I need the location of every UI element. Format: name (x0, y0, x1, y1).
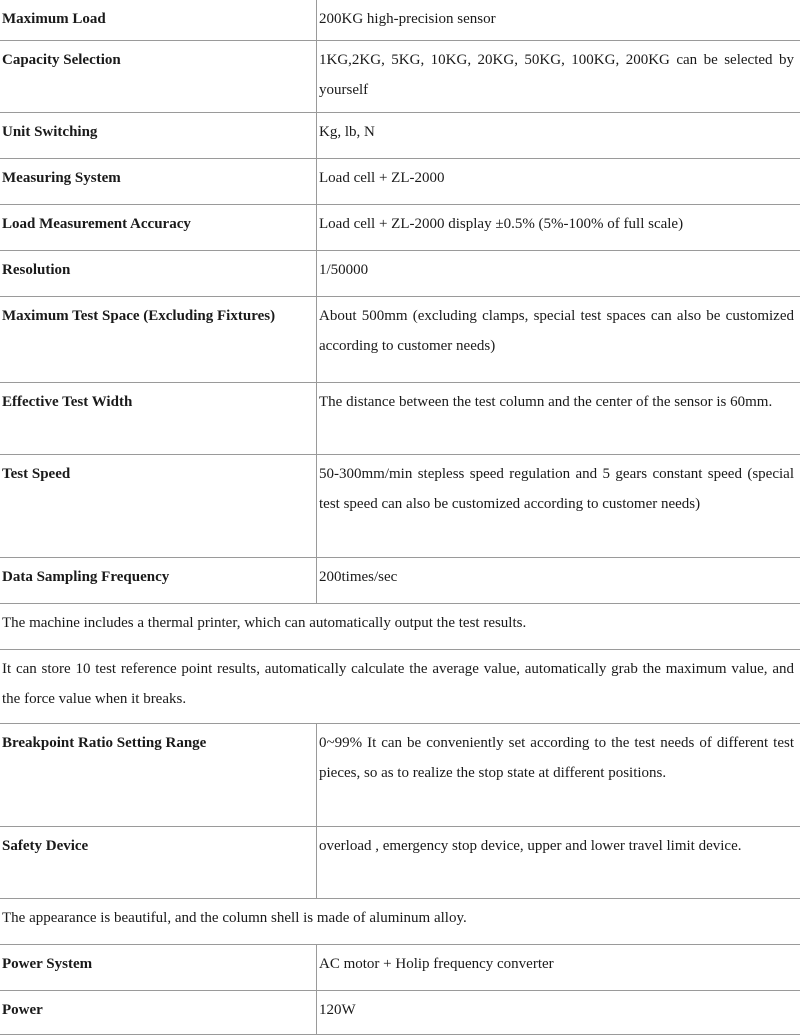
spec-value: 120W (317, 990, 800, 1034)
spec-label: Breakpoint Ratio Setting Range (0, 723, 317, 826)
table-row (0, 454, 800, 557)
note-appearance: The appearance is beautiful, and the column shell is made of aluminum alloy. (0, 898, 800, 944)
note-storage: It can store 10 test reference point results, automatically calculate the average value, automatically grab the maximum value, and the force value when it breaks. (0, 649, 800, 723)
spec-label: Measuring System (0, 158, 317, 204)
spec-label: Effective Test Width (0, 382, 317, 454)
spec-label: Resolution (0, 250, 317, 296)
table-row (0, 250, 800, 296)
spec-value: 1KG,2KG, 5KG, 10KG, 20KG, 50KG, 100KG, 200KG can be selected by yourself (317, 40, 800, 112)
spec-value: 50-300mm/min stepless speed regulation and 5 gears constant speed (special test speed can also be customized according to customer needs) (317, 454, 800, 557)
table-row (0, 158, 800, 204)
spec-label: Safety Device (0, 826, 317, 898)
spec-value: Load cell + ZL-2000 display ±0.5% (5%-100% of full scale) (317, 204, 800, 250)
spec-value: AC motor + Holip frequency converter (317, 944, 800, 990)
spec-label: Power System (0, 944, 317, 990)
spec-label: Maximum Test Space (Excluding Fixtures) (0, 296, 317, 382)
spec-value: About 500mm (excluding clamps, special test spaces can also be customized according to customer needs) (317, 296, 800, 382)
spec-label: Unit Switching (0, 112, 317, 158)
table-row (0, 112, 800, 158)
table-row (0, 723, 800, 826)
spec-label: Power (0, 990, 317, 1034)
note-group-1 (0, 603, 800, 723)
spec-value: 200KG high-precision sensor (317, 0, 800, 40)
spec-value: 0~99% It can be conveniently set according to the test needs of different test pieces, so as to realize the stop state at different positions. (317, 723, 800, 826)
table-row (0, 557, 800, 603)
spec-label: Load Measurement Accuracy (0, 204, 317, 250)
note-row (0, 898, 800, 944)
table-row (0, 826, 800, 898)
spec-label: Capacity Selection (0, 40, 317, 112)
table-row (0, 40, 800, 112)
table-row (0, 382, 800, 454)
table-row (0, 296, 800, 382)
spec-value: overload , emergency stop device, upper and lower travel limit device. (317, 826, 800, 898)
spec-value: 1/50000 (317, 250, 800, 296)
spec-label: Test Speed (0, 454, 317, 557)
spec-value: 200times/sec (317, 557, 800, 603)
table-row (0, 0, 800, 40)
note-printer: The machine includes a thermal printer, which can automatically output the test results. (0, 603, 800, 649)
table-row (0, 204, 800, 250)
spec-value: Load cell + ZL-2000 (317, 158, 800, 204)
table-row (0, 944, 800, 990)
spec-label: Data Sampling Frequency (0, 557, 317, 603)
table-row (0, 990, 800, 1034)
spec-value: The distance between the test column and the center of the sensor is 60mm. (317, 382, 800, 454)
spec-group-c (0, 944, 800, 1034)
note-row (0, 603, 800, 649)
spec-value: Kg, lb, N (317, 112, 800, 158)
spec-label: Maximum Load (0, 0, 317, 40)
spec-group-b (0, 723, 800, 898)
note-row (0, 649, 800, 723)
note-group-2 (0, 898, 800, 944)
